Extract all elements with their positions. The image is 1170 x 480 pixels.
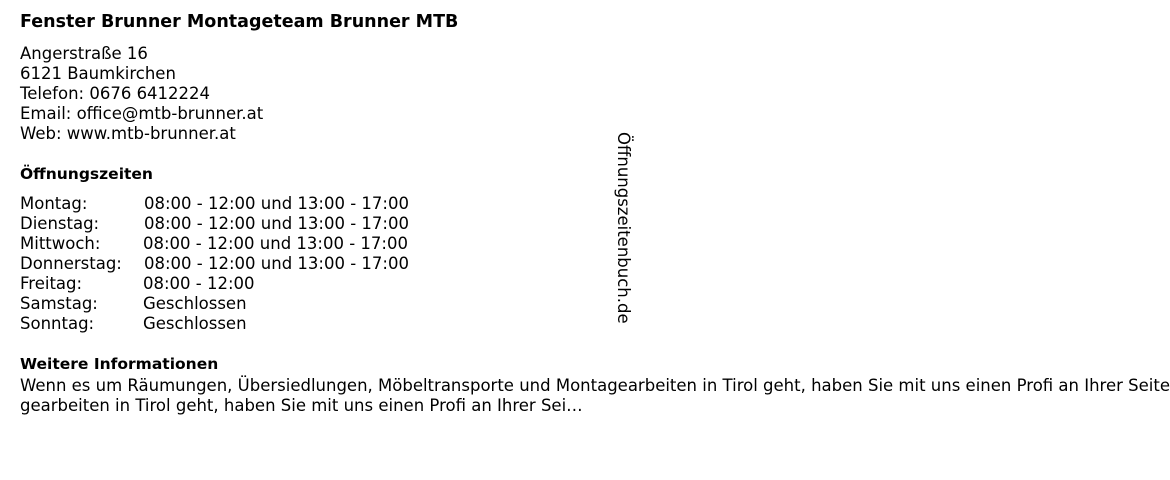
weekday-label: Sonntag: [20,314,95,333]
description-line: gearbeiten in Tirol geht, haben Sie mit uns einen Profi an Ihrer Sei… [20,396,583,415]
weekday-label: Mittwoch: [20,234,101,253]
opening-time: Geschlossen [143,314,247,333]
opening-time: Geschlossen [143,294,247,313]
more-info-heading: Weitere Informationen [20,355,219,373]
contact-block [20,44,263,144]
weekday-label: Dienstag: [20,214,100,233]
description-line: Wenn es um Räumungen, Übersiedlungen, Möbeltransporte und Montagearbeiten in Tirol geht, haben Sie mit uns einen Profi an Ihrer Seite [20,376,1170,395]
weekday-label: Samstag: [20,294,98,313]
site-watermark [610,132,636,364]
opening-time: 08:00 - 12:00 [143,274,255,293]
opening-time: 08:00 - 12:00 und 13:00 - 17:00 [144,214,409,233]
watermark-text: Öffnungszeitenbuch.de [614,132,633,324]
weekday-label: Donnerstag: [20,254,122,273]
business-description [20,376,1170,416]
opening-time: 08:00 - 12:00 und 13:00 - 17:00 [143,234,408,253]
weekday-label: Montag: [20,194,88,213]
opening-time: 08:00 - 12:00 und 13:00 - 17:00 [144,194,409,213]
phone-number: Telefon: 0676 6412224 [20,84,211,103]
email-address: Email: office@mtb-brunner.at [20,104,264,123]
city-address: 6121 Baumkirchen [20,64,176,83]
opening-time: 08:00 - 12:00 und 13:00 - 17:00 [144,254,409,273]
business-title: Fenster Brunner Montageteam Brunner MTB [20,12,459,32]
weekday-label: Freitag: [20,274,83,293]
opening-hours-heading: Öffnungszeiten [20,165,153,183]
website-url: Web: www.mtb-brunner.at [20,124,236,143]
street-address: Angerstraße 16 [20,44,148,63]
